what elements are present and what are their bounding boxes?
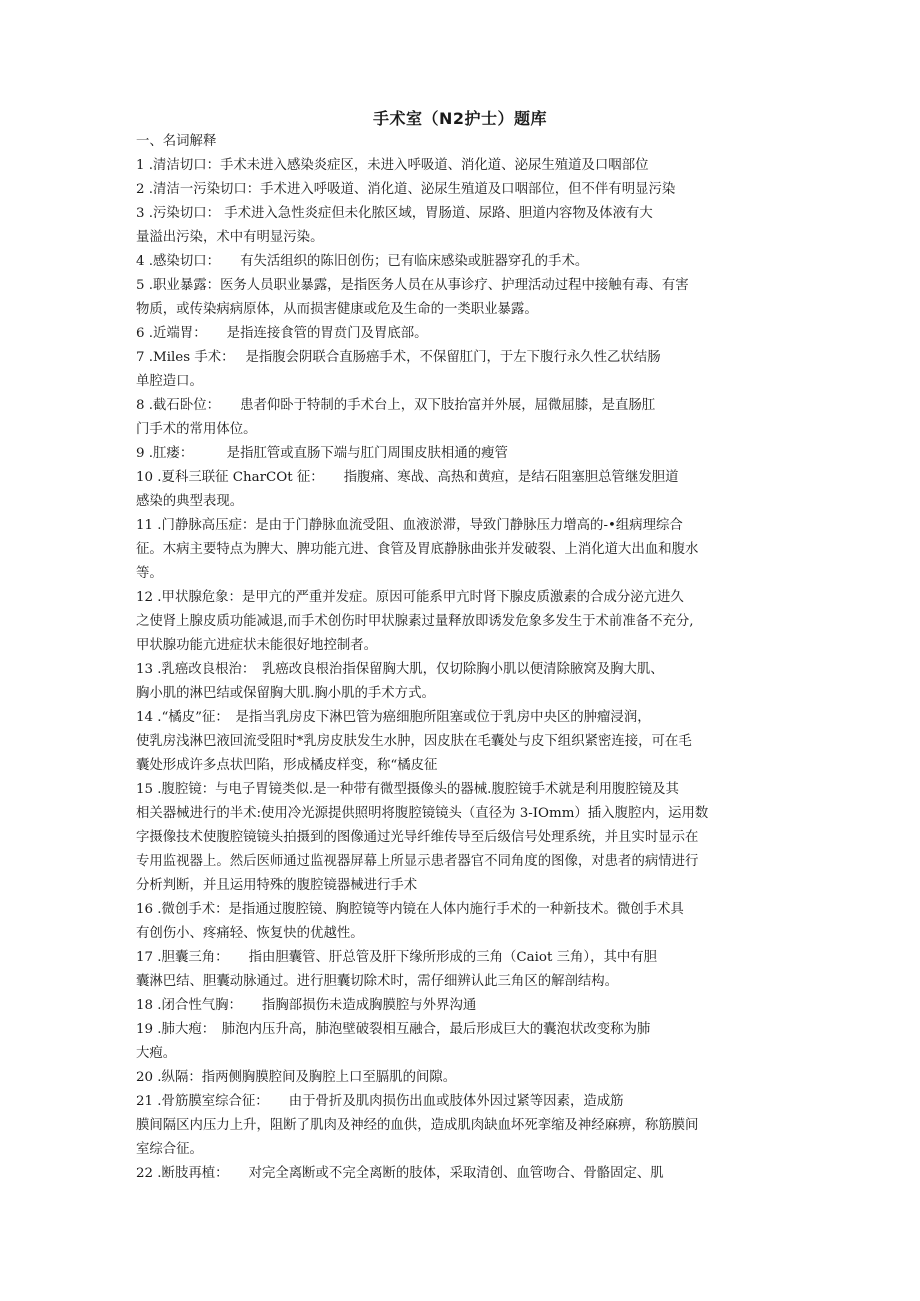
definition-item — [136, 946, 786, 994]
definition-line: 相关器械进行的半术:使用冷光源提供照明将腹腔镜镜头（直径为 3-IOmm）插入腹腔内，运用数 — [136, 806, 709, 821]
definition-line: 门手术的常用体位。 — [136, 422, 257, 437]
definition-item — [136, 586, 786, 658]
definition-line: 专用监视器上。然后医师通过监视器屏幕上所显示患者器官不同角度的图像，对患者的病情进行 — [136, 854, 699, 869]
definition-item — [136, 898, 786, 946]
definition-item — [136, 154, 786, 178]
definition-line: 7 .Miles 手术： 是指腹会阴联合直肠癌手术，不保留肛门，于左下腹行永久性乙状结肠 — [136, 350, 661, 365]
definition-item — [136, 706, 786, 778]
definition-line: 1 .清洁切口：手术未进入感染炎症区，未进入呼吸道、消化道、泌尿生殖道及口咽部位 — [136, 158, 649, 173]
definition-item — [136, 1018, 786, 1066]
section-heading: 一、名词解释 — [136, 134, 217, 149]
definition-line: 囊淋巴结、胆囊动脉通过。进行胆囊切除术时，需仔细辨认此三角区的解剖结构。 — [136, 974, 619, 989]
definition-item — [136, 178, 786, 202]
definition-line: 使乳房浅淋巴液回流受阻时*乳房皮肤发生水肿，因皮肤在毛囊处与皮下组织紧密连接，可在毛 — [136, 734, 692, 749]
definition-line: 11 .门静脉高压症：是由于门静脉血流受阻、血液淤滞，导致门静脉压力增高的-•组病理综合 — [136, 518, 683, 533]
definition-line: 膜间隔区内压力上升，阻断了肌肉及神经的血供，造成肌肉缺血坏死挛缩及神经麻痹，称筋膜间 — [136, 1118, 699, 1133]
definition-line: 18 .闭合性气胸： 指胸部损伤未造成胸膜腔与外界沟通 — [136, 998, 477, 1013]
definition-line: 量溢出污染，术中有明显污染。 — [136, 230, 324, 245]
definition-line: 分析判断，并且运用特殊的腹腔镜器械进行手术 — [136, 878, 418, 893]
definition-line: 甲状腺功能亢进症状未能很好地控制者。 — [136, 638, 378, 653]
definition-item — [136, 202, 786, 250]
definition-line: 征。木病主要特点为脾大、脾功能亢进、食管及胃底静脉曲张并发破裂、上消化道大出血和腹水 — [136, 542, 699, 557]
definition-line: 10 .夏科三联征 CharCOt 征： 指腹痛、寒战、高热和黄疸，是结石阻塞胆总管继发胆道 — [136, 470, 679, 485]
definition-line: 2 .清洁一污染切口：手术进入呼吸道、消化道、泌尿生殖道及口咽部位，但不伴有明显污染 — [136, 182, 676, 197]
definition-item — [136, 466, 786, 514]
definition-line: 8 .截石卧位： 患者仰卧于特制的手术台上，双下肢抬富并外展，屈微屈膝，是直肠肛 — [136, 398, 656, 413]
definition-item — [136, 322, 786, 346]
definition-line: 12 .甲状腺危象：是甲亢的严重并发症。原因可能系甲亢时肾下腺皮质激素的合成分泌亢进久 — [136, 590, 684, 605]
definition-line: 19 .肺大疱： 肺泡内压升高，肺泡壁破裂相互融合，最后形成巨大的囊泡状改变称为肺 — [136, 1022, 651, 1037]
definition-line: 14 .“橘皮”征： 是指当乳房皮下淋巴管为癌细胞所阻塞或位于乳房中央区的肿瘤浸润， — [136, 710, 651, 725]
definition-line: 20 .纵隔：指两侧胸膜腔间及胸腔上口至膈肌的间隙。 — [136, 1070, 457, 1085]
definition-line: 等。 — [136, 566, 163, 581]
document-title: 手术室（N2护士）题库 — [372, 109, 548, 128]
definition-line: 22 .断肢再植： 对完全离断或不完全离断的肢体，采取清创、血管吻合、骨骼固定、肌 — [136, 1166, 664, 1181]
definition-line: 9 .肛瘘： 是指肛管或直肠下端与肛门周围皮肤相通的瘦管 — [136, 446, 508, 461]
definition-line: 室综合征。 — [136, 1142, 203, 1157]
definition-item — [136, 1066, 786, 1090]
definition-line: 大疱。 — [136, 1046, 177, 1061]
definition-item — [136, 274, 786, 322]
definition-item — [136, 778, 786, 898]
definition-line: 4 .感染切口： 有失活组织的陈旧创伤；已有临床感染或脏器穿孔的手术。 — [136, 254, 589, 269]
definition-line: 物质，或传染病病原体，从而损害健康或危及生命的一类职业暴露。 — [136, 302, 538, 317]
definition-line: 15 .腹腔镜：与电子胃镜类似.是一种带有微型摄像头的器械.腹腔镜手术就是利用腹腔镜及其 — [136, 782, 679, 797]
definition-line: 之使肾上腺皮质功能减退,而手术创伤时甲状腺素过量释放即诱发危象多发生于术前准备不充分, — [136, 614, 694, 629]
document-body — [136, 130, 786, 1186]
definition-item — [136, 250, 786, 274]
definition-line: 3 .污染切口： 手术进入急性炎症但未化脓区域，胃肠道、尿路、胆道内容物及体液有大 — [136, 206, 653, 221]
definition-item — [136, 346, 786, 394]
definition-line: 6 .近端胃： 是指连接食管的胃贲门及胃底部。 — [136, 326, 428, 341]
definition-item — [136, 1090, 786, 1162]
definition-line: 16 .微创手术：是指通过腹腔镜、胸腔镜等内镜在人体内施行手术的一种新技术。微创手术具 — [136, 902, 684, 917]
definition-line: 13 .乳癌改良根治： 乳癌改良根治指保留胸大肌，仅切除胸小肌以便清除腋窝及胸大肌、 — [136, 662, 664, 677]
definition-item — [136, 514, 786, 586]
definition-item — [136, 1162, 786, 1186]
definition-line: 字摄像技术使腹腔镜镜头拍摄到的图像通过光导纤维传导至后级信号处理系统，并且实时显示在 — [136, 830, 699, 845]
definition-item — [136, 394, 786, 442]
definition-line: 5 .职业暴露：医务人员职业暴露，是指医务人员在从事诊疗、护理活动过程中接触有毒、有害 — [136, 278, 689, 293]
definition-list — [136, 154, 786, 1186]
definition-line: 胸小肌的淋巴结或保留胸大肌.胸小肌的手术方式。 — [136, 686, 435, 701]
definition-line: 17 .胆囊三角： 指由胆囊管、肝总管及肝下缘所形成的三角（Caiot 三角），其中有胆 — [136, 950, 658, 965]
definition-line: 21 .骨筋膜室综合征： 由于骨折及肌肉损伤出血或肢体外因过紧等因素，造成筋 — [136, 1094, 624, 1109]
definition-line: 感染的典型表现。 — [136, 494, 244, 509]
definition-item — [136, 994, 786, 1018]
definition-item — [136, 658, 786, 706]
definition-item — [136, 442, 786, 466]
definition-line: 有创伤小、疼痛轻、恢复快的优越性。 — [136, 926, 364, 941]
definition-line: 单腔造口。 — [136, 374, 203, 389]
definition-line: 囊处形成许多点状凹陷，形成橘皮样变，称“橘皮征 — [136, 758, 438, 773]
